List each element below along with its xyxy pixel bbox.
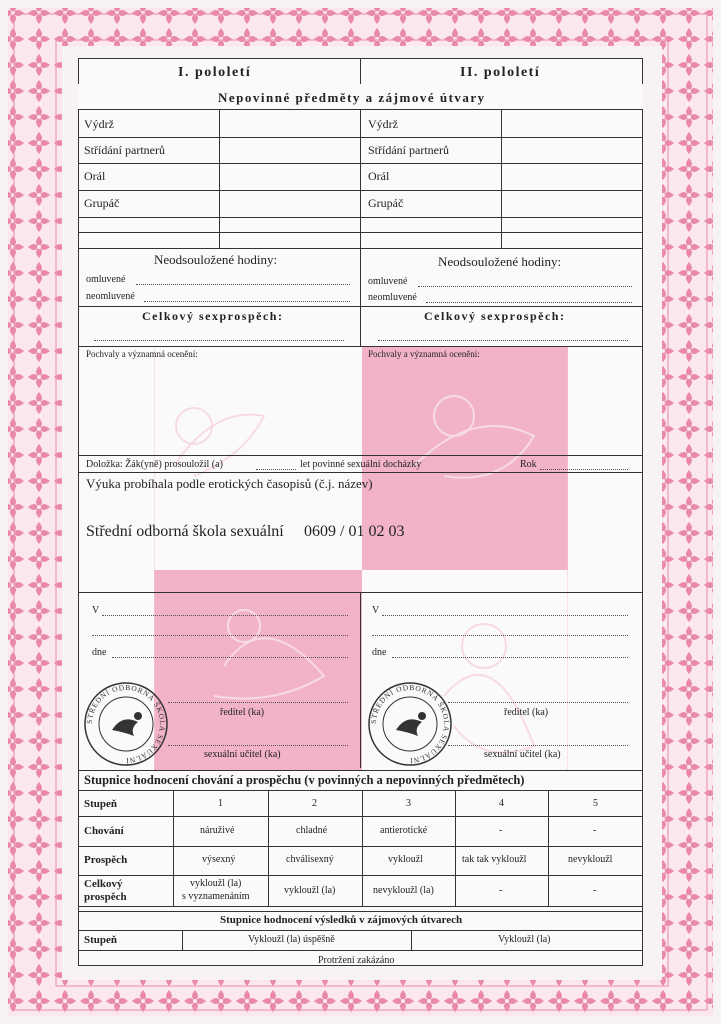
right-school-stamp bbox=[366, 680, 454, 768]
left-place-label: V bbox=[92, 605, 100, 616]
left-excused-field[interactable] bbox=[136, 284, 350, 285]
right-unexcused-field[interactable] bbox=[426, 302, 632, 303]
right-director-signature[interactable] bbox=[448, 702, 628, 703]
right-excused-field[interactable] bbox=[418, 286, 632, 287]
right-place-label: V bbox=[372, 605, 380, 616]
first-semester-title: I. pololetí bbox=[178, 65, 252, 80]
right-praise-label: Pochvaly a významná ocenění: bbox=[368, 349, 480, 359]
left-teacher-signature[interactable] bbox=[168, 745, 348, 746]
scale-progress-label: Prospěch bbox=[84, 854, 128, 866]
note-years-field[interactable] bbox=[256, 469, 296, 470]
left-director-label: ředitel (ka) bbox=[220, 707, 265, 718]
footer-text: Protržení zakázáno bbox=[318, 955, 395, 966]
optional-subjects-title: Nepovinné předměty a zájmové útvary bbox=[218, 90, 486, 105]
left-date-field[interactable] bbox=[112, 657, 348, 658]
behavior-4: - bbox=[499, 825, 503, 836]
right-overall-field[interactable] bbox=[378, 340, 628, 341]
overall-1-line-1: vykloužl (la) bbox=[190, 878, 242, 889]
left-place-field[interactable] bbox=[102, 615, 348, 616]
right-teacher-signature[interactable] bbox=[448, 745, 628, 746]
results-grade-label: Stupeň bbox=[84, 934, 118, 946]
left-overall-title: Celkový sexprospěch: bbox=[142, 309, 284, 323]
right-teacher-label: sexuální učitel (ka) bbox=[484, 749, 561, 760]
left-unexcused-field[interactable] bbox=[144, 301, 350, 302]
curriculum-text: Výuka probíhala podle erotických časopisů (č.j. název) bbox=[86, 476, 373, 491]
right-stamp-text: STŘEDNÍ ODBORNÁ ŠKOLA SEXUÁLNÍ bbox=[368, 682, 452, 766]
right-place-field[interactable] bbox=[382, 615, 628, 616]
left-subject-4: Grupáč bbox=[84, 196, 120, 210]
overall-2: vykloužl (la) bbox=[284, 885, 336, 896]
progress-2: chválisexný bbox=[286, 854, 334, 865]
grade-3: 3 bbox=[406, 798, 411, 809]
school-name: Střední odborná škola sexuální bbox=[86, 523, 284, 540]
left-praise-label: Pochvaly a významná ocenění: bbox=[86, 349, 198, 359]
left-unexcused-label: neomluvené bbox=[86, 291, 135, 302]
left-excused-label: omluvené bbox=[86, 274, 126, 285]
right-unexcused-label: neomluvené bbox=[368, 292, 417, 303]
overall-3: nevykloužl (la) bbox=[373, 885, 434, 896]
left-teacher-label: sexuální učitel (ka) bbox=[204, 749, 281, 760]
grade-4: 4 bbox=[499, 798, 504, 809]
results-pass-success: Vykloužl (la) úspěšně bbox=[248, 934, 335, 945]
school-code: 0609 / 01 02 03 bbox=[304, 523, 405, 540]
scale-table-title: Stupnice hodnocení chování a prospěchu (v povinných a nepovinných předmětech) bbox=[84, 773, 525, 787]
behavior-2: chladné bbox=[296, 825, 328, 836]
right-date-label: dne bbox=[372, 647, 387, 658]
right-hours-title: Neodsouložené hodiny: bbox=[438, 254, 562, 269]
results-table-title: Stupnice hodnocení výsledků v zájmových útvarech bbox=[220, 914, 463, 926]
certificate-page bbox=[78, 58, 643, 966]
behavior-5: - bbox=[593, 825, 597, 836]
scale-overall-label-2: prospěch bbox=[84, 891, 127, 903]
right-place-field-2[interactable] bbox=[372, 635, 628, 636]
note-middle: let povinné sexuální docházky bbox=[300, 459, 422, 470]
note-year-field[interactable] bbox=[540, 469, 628, 470]
right-director-label: ředitel (ka) bbox=[504, 707, 549, 718]
note-year-label: Rok bbox=[520, 459, 537, 470]
right-subject-4: Grupáč bbox=[368, 196, 404, 210]
scale-behavior-label: Chování bbox=[84, 825, 124, 837]
left-date-label: dne bbox=[92, 647, 107, 658]
left-subject-3: Orál bbox=[84, 169, 106, 183]
left-stamp-text: STŘEDNÍ ODBORNÁ ŠKOLA SEXUÁLNÍ bbox=[84, 682, 168, 766]
progress-4: tak tak vykloužl bbox=[462, 854, 527, 865]
second-semester-title: II. pololetí bbox=[460, 65, 541, 80]
left-school-stamp bbox=[82, 680, 170, 768]
right-excused-label: omluvené bbox=[368, 276, 408, 287]
right-subject-3: Orál bbox=[368, 169, 390, 183]
left-place-field-2[interactable] bbox=[92, 635, 348, 636]
grade-5: 5 bbox=[593, 798, 598, 809]
left-overall-field[interactable] bbox=[94, 340, 344, 341]
behavior-3: antierotické bbox=[380, 825, 428, 836]
progress-5: nevykloužl bbox=[568, 854, 613, 865]
overall-4: - bbox=[499, 885, 503, 896]
overall-1-line-2: s vyznamenáním bbox=[182, 891, 250, 902]
scale-grade-label: Stupeň bbox=[84, 798, 118, 810]
results-pass: Vykloužl (la) bbox=[498, 934, 551, 945]
right-overall-title: Celkový sexprospěch: bbox=[424, 309, 566, 323]
note-prefix: Doložka: Žák(yně) prosouložil (a) bbox=[86, 459, 223, 470]
left-hours-title: Neodsouložené hodiny: bbox=[154, 252, 278, 267]
right-subject-1: Výdrž bbox=[368, 117, 398, 131]
scale-overall-label-1: Celkový bbox=[84, 878, 123, 890]
right-subject-2: Střídání partnerů bbox=[368, 143, 449, 157]
grade-1: 1 bbox=[218, 798, 223, 809]
grade-2: 2 bbox=[312, 798, 317, 809]
left-subject-2: Střídání partnerů bbox=[84, 143, 165, 157]
left-director-signature[interactable] bbox=[168, 702, 348, 703]
progress-3: vykloužl bbox=[388, 854, 423, 865]
behavior-1: náruživé bbox=[200, 825, 235, 836]
right-date-field[interactable] bbox=[392, 657, 628, 658]
left-subject-1: Výdrž bbox=[84, 117, 114, 131]
overall-5: - bbox=[593, 885, 597, 896]
progress-1: výsexný bbox=[202, 854, 236, 865]
